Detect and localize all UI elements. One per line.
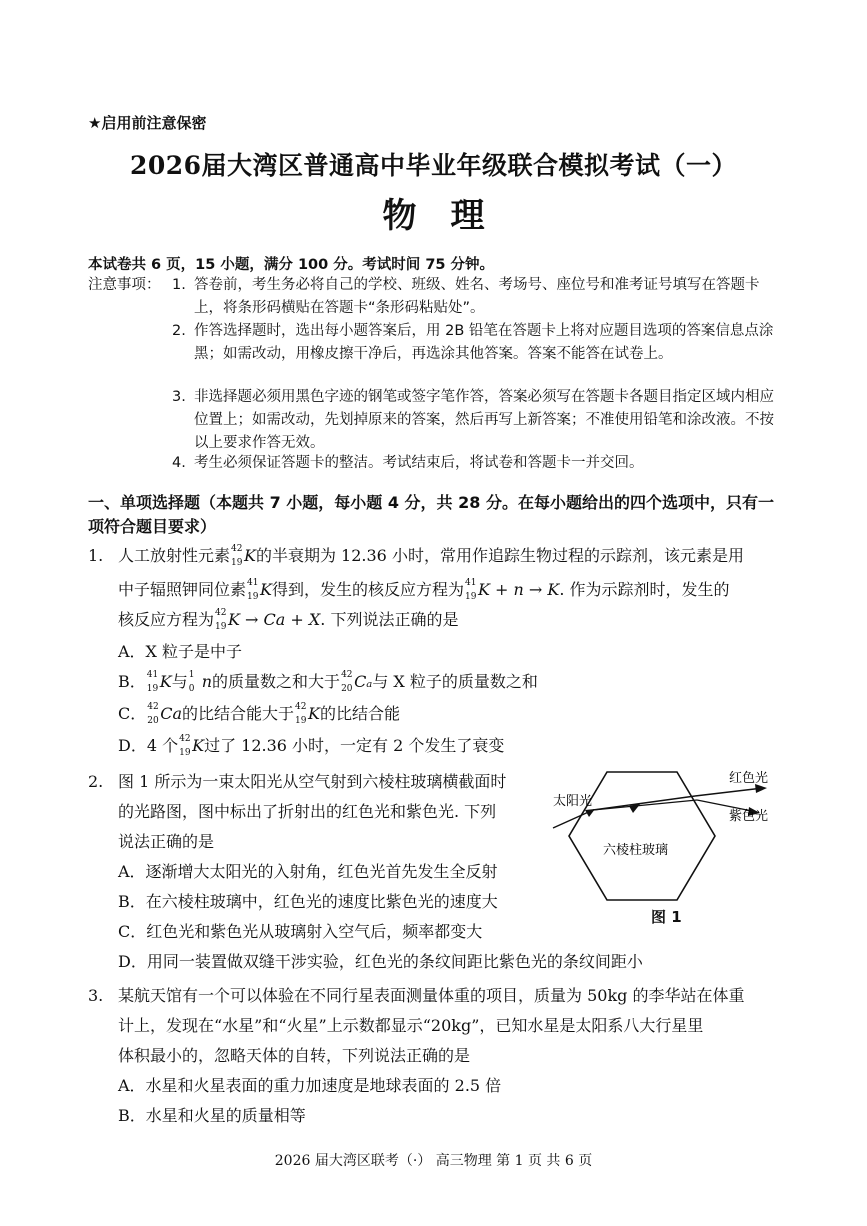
question-1-line-1: 人工放射性元素 42 19 K的半衰期为 12.36 小时，常用作追踪生物过程的示踪剂，该元素是用 [118,540,788,571]
note-item [172,452,784,475]
question-3-line: 计上，发现在“水星”和“火星”上示数都显示“20kg”，已知水星是太阳系八大行星里 [118,1016,704,1035]
note-item [172,320,784,366]
question-number: 1. [88,546,104,565]
exam-intro: 本试卷共 6 页，15 小题，满分 100 分。考试时间 75 分钟。 [88,257,495,273]
note-number: 3. [172,389,186,405]
note-text: 考生必须保证答题卡的整洁。考试结束后，将试卷和答题卡一并交回。 [194,455,644,471]
question-number: 3. [88,986,104,1005]
option-b: B． 41 19 K与 1 0 n的质量数之和大于 42 20 Cₐ与 X 粒子的质量数之和 [118,670,538,694]
option-d: D．用同一装置做双缝干涉实验，红色光的条纹间距比紫色光的条纹间距小 [118,952,643,971]
question-2-line: 说法正确的是 [118,832,215,851]
question-3-line: 体积最小的，忽略天体的自转，下列说法正确的是 [118,1046,471,1065]
note-text: 非选择题必须用黑色字迹的钢笔或签字笔作答，答案必须写在答题卡各题目指定区域内相应位置上；如需改动，先划掉原来的答案，然后再写上新答案；不准使用铅笔和涂改液。不按以上要求作答无效。 [194,389,774,451]
page-footer: 2026 届大湾区联考（·） 高三物理 第 1 页 共 6 页 [274,1153,593,1169]
option-b: B．水星和火星的质量相等 [118,1106,306,1125]
note-text: 答卷前，考生务必将自己的学校、班级、姓名、考场号、座位号和准考证号填写在答题卡上，将条形码横贴在答题卡“条形码粘贴处”。 [194,277,760,316]
question-1-line-3: 核反应方程为 42 19 K → Ca + X. 下列说法正确的是 [118,604,788,635]
hexagon-outline [569,772,715,900]
note-number: 2. [172,323,186,339]
confidential-notice: ★启用前注意保密 [88,114,207,132]
option-c: C．红色光和紫色光从玻璃射入空气后，频率都变大 [118,922,483,941]
option-a: A．X 粒子是中子 [118,642,243,661]
option-a: A．水星和火星表面的重力加速度是地球表面的 2.5 倍 [118,1076,502,1095]
option-a: A．逐渐增大太阳光的入射角，红色光首先发生全反射 [118,862,498,881]
isotope-k42: 42 19 K [231,544,256,568]
violet-ray-inside [593,800,697,810]
note-number: 4. [172,455,186,471]
question-2-line: 的光路图，图中标出了折射出的红色光和紫色光. 下列 [118,802,497,821]
violet-light-label: 紫色光 [729,809,769,824]
equation-1: 41 19 K + n → K [464,578,560,602]
note-text: 作答选择题时，选出每小题答案后，用 2B 铅笔在答题卡上将对应题目选项的答案信息点涂黑；如需改动，用橡皮擦干净后，再选涂其他答案。答案不能答在试卷上。 [194,323,774,362]
note-number: 1. [172,277,186,293]
red-ray-exit [695,788,763,796]
section-heading: 一、单项选择题（本题共 7 小题，每小题 4 分，共 28 分。在每小题给出的四个选项中，只有一项符合题目要求） [88,493,774,536]
subject-title: 物理 [382,196,519,236]
question-number: 2. [88,772,104,791]
note-item [172,386,784,455]
red-ray-inside [593,796,695,810]
red-light-label: 红色光 [729,771,769,786]
figure-caption: 图 1 [651,908,682,926]
option-c: C． 42 20 Ca的比结合能大于 42 19 K的比结合能 [118,702,401,726]
question-2-line: 图 1 所示为一束太阳光从空气射到六棱柱玻璃横截面时 [118,772,507,791]
notes-label: 注意事项： [88,277,161,293]
option-b: B．在六棱柱玻璃中，红色光的速度比紫色光的速度大 [118,892,498,911]
question-1-line-2: 中子辐照钾同位素 41 19 K得到，发生的核反应方程为 41 19 K + n → K. 作为示踪剂时，发生的 [118,574,788,605]
option-d: D．4 个 42 19 K过了 12.36 小时，一定有 2 个发生了衰变 [118,734,505,758]
sunlight-label: 太阳光 [553,794,593,809]
hexagon-prism-figure [545,760,785,910]
glass-label: 六棱柱玻璃 [603,843,669,858]
exam-title: 2026届大湾区普通高中毕业年级联合模拟考试（一） [129,151,738,180]
equation-2: 42 19 K → Ca + X [215,608,321,632]
note-item [172,274,784,320]
question-3-line: 某航天馆有一个可以体验在不同行星表面测量体重的项目，质量为 50kg 的李华站在体重 [118,986,745,1005]
